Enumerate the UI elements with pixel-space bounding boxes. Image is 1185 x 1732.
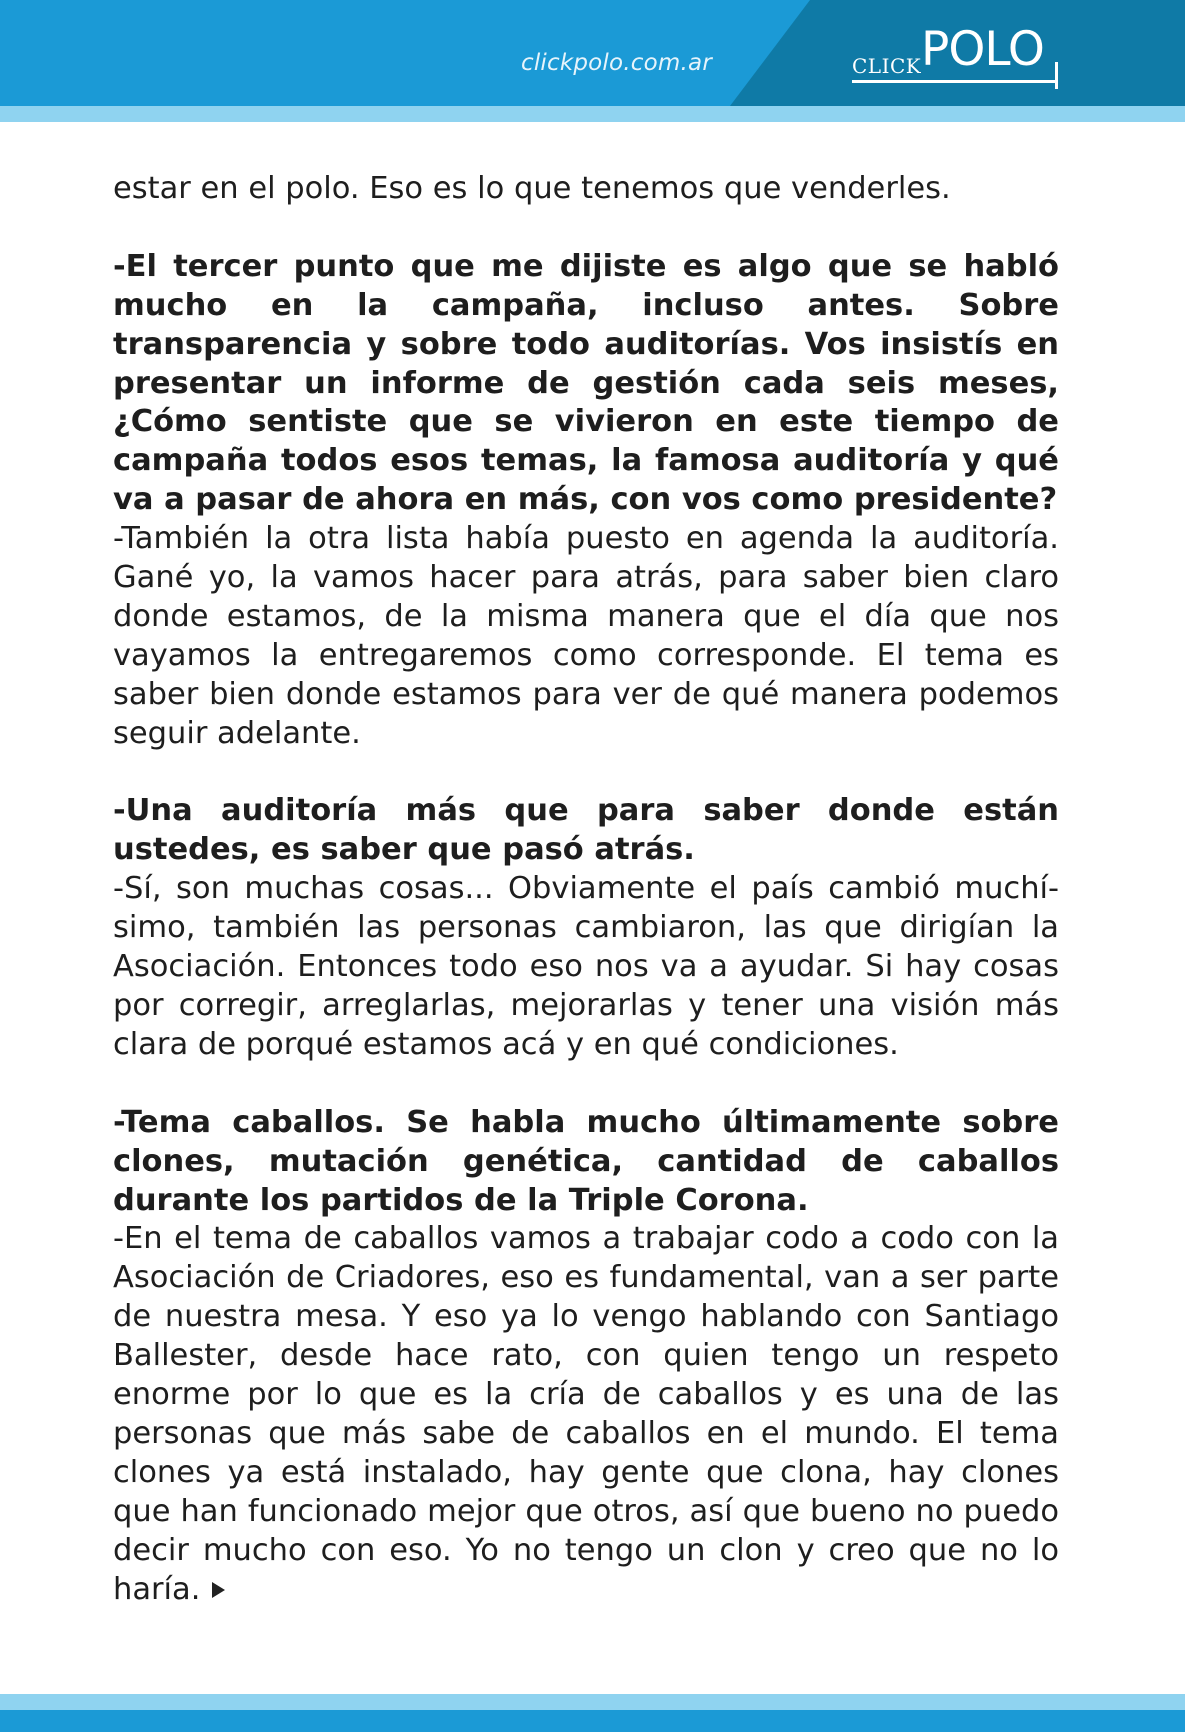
- article-body: [113, 170, 1059, 1609]
- logo-polo-text: POLO: [921, 22, 1044, 77]
- question-3: -Tema caballos. Se habla mucho últimamente sobre clones, mutación genética, cantidad de caballos durante los partidos de la Triple Corona.: [113, 1104, 1059, 1218]
- answer-2: -Sí, son muchas cosas... Obviamente el país cambió muchí-simo, también las personas cambiaron, las que dirigían la Asociación. Entonces todo eso nos va a ayudar. Si hay cosas por corregir, arreglarlas, mejorarlas y tener una visión más clara de porqué estamos acá y en qué condiciones.: [113, 871, 1059, 1062]
- logo-tick: [1055, 62, 1058, 89]
- logo-click-text: CLICK: [852, 54, 922, 78]
- footer-stripe: [0, 1694, 1185, 1710]
- site-url: clickpolo.com.ar: [520, 50, 712, 76]
- question-1: -El tercer punto que me dijiste es algo que se habló mucho en la campaña, incluso antes. Sobre transparencia y sobre todo auditorías. Vos insistís en presentar un informe de gestión cada seis meses, ¿Cómo sentiste que se vivieron en este tiempo de campaña todos esos temas, la famosa auditoría y qué va a pasar de ahora en más, con vos como presidente?: [113, 248, 1059, 518]
- answer-3: -En el tema de caballos vamos a trabajar codo a codo con la Asociación de Criadores, eso es fundamental, van a ser parte de nuestra mesa. Y eso ya lo vengo hablando con Santiago Ballester, desde hace rato, con quien tengo un respeto enorme por lo que es la cría de caballos y es una de las personas que más sabe de caballos en el mundo. El tema clones ya está instalado, hay gente que clona, hay clones que han funcionado mejor que otros, así que bueno no puedo decir mucho con eso. Yo no tengo un clon y creo que no lo haría.: [113, 1221, 1059, 1607]
- logo-underline: [852, 80, 1058, 83]
- header-stripe: [0, 106, 1185, 122]
- play-triangle-icon: [212, 1582, 225, 1598]
- page-footer: [0, 1710, 1185, 1732]
- question-2: -Una auditoría más que para saber donde están ustedes, es saber que pasó atrás.: [113, 793, 1059, 868]
- answer-3-paragraph: [113, 1220, 1059, 1609]
- clickpolo-logo: [852, 22, 1062, 96]
- paragraph-continuation: estar en el polo. Eso es lo que tenemos que venderles.: [113, 171, 951, 206]
- answer-1: -También la otra lista había puesto en agenda la auditoría. Gané yo, la vamos hacer para atrás, para saber bien claro donde estamos, de la misma manera que el día que nos vayamos la entregaremos como corresponde. El tema es saber bien donde estamos para ver de qué manera podemos seguir adelante.: [113, 521, 1059, 751]
